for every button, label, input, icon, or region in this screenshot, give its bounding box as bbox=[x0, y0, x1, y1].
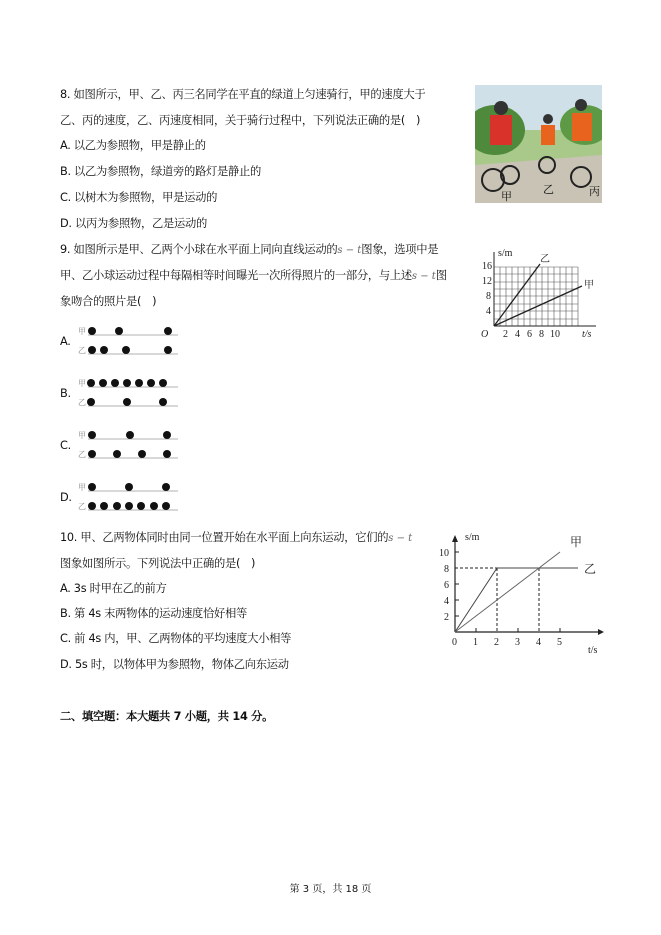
section-2-heading: 二、填空题：本大题共 7 小题，共 14 分。 bbox=[60, 710, 274, 723]
x-tick: 5 bbox=[557, 637, 562, 648]
q8-option-a: A. 以乙为参照物，甲是静止的 bbox=[60, 139, 206, 152]
q10-stem-line1: 10. 甲、乙两物体同时由同一位置开始在水平面上向东运动，它们的s − t bbox=[60, 531, 413, 544]
row-label-yi: 乙 bbox=[78, 450, 86, 459]
q10-option-b: B. 第 4s 末两物体的运动速度恰好相等 bbox=[60, 607, 248, 620]
q10-option-d: D. 5s 时，以物体甲为参照物，物体乙向东运动 bbox=[60, 658, 289, 671]
q9-x-label: t/s bbox=[582, 329, 592, 339]
q8-cyclists-photo bbox=[475, 85, 602, 203]
q9-stem-line3: 象吻合的照片是( ) bbox=[60, 295, 157, 308]
x-tick: 3 bbox=[515, 637, 520, 648]
q9-option-b-label: B. bbox=[60, 387, 71, 400]
q10-option-c: C. 前 4s 内，甲、乙两物体的平均速度大小相等 bbox=[60, 632, 292, 645]
q10-st-graph bbox=[438, 528, 613, 658]
y-tick: 16 bbox=[482, 261, 492, 272]
q10-line-jia-label: 甲 bbox=[570, 535, 583, 549]
q10-x-label: t/s bbox=[588, 645, 598, 656]
row-label-yi: 乙 bbox=[78, 502, 86, 511]
q9-y-label: s/m bbox=[498, 248, 513, 259]
q9-option-d-image bbox=[78, 480, 183, 516]
q10-line-jia bbox=[455, 552, 560, 632]
q9-option-d-label: D. bbox=[60, 491, 72, 504]
q9-stem-line1: 9. 如图所示是甲、乙两个小球在水平面上同向直线运动的s − t图象，选项中是 bbox=[60, 243, 439, 256]
x-tick: 2 bbox=[503, 329, 508, 339]
photo-label-bing: 丙 bbox=[589, 185, 600, 198]
x-tick: 4 bbox=[536, 637, 541, 648]
x-tick: 2 bbox=[494, 637, 499, 648]
q9-line-jia-label: 甲 bbox=[584, 280, 594, 291]
q9-option-a-image bbox=[78, 324, 183, 360]
row-label-jia: 甲 bbox=[78, 431, 86, 440]
y-tick: 2 bbox=[444, 612, 449, 623]
q9-stem-line2: 甲、乙小球运动过程中每隔相等时间曝光一次所得照片的一部分，与上述s − t图 bbox=[60, 269, 447, 282]
y-tick: 10 bbox=[439, 548, 449, 559]
q10-line-yi bbox=[455, 568, 578, 632]
row-label-yi: 乙 bbox=[78, 398, 86, 407]
q9-option-a-label: A. bbox=[60, 335, 71, 348]
page-footer: 第 3 页，共 18 页 bbox=[289, 884, 372, 895]
y-tick: 12 bbox=[482, 276, 492, 287]
x-tick: 0 bbox=[452, 637, 457, 648]
row-label-yi: 乙 bbox=[78, 346, 86, 355]
q8-stem-line1: 8. 如图所示，甲、乙、丙三名同学在平直的绿道上匀速骑行，甲的速度大于 bbox=[60, 88, 426, 101]
y-tick: 4 bbox=[444, 596, 449, 607]
q10-stem-line2: 图象如图所示。下列说法中正确的是( ) bbox=[60, 557, 256, 570]
x-tick: 6 bbox=[527, 329, 532, 339]
q9-line-jia bbox=[494, 286, 582, 326]
x-tick: 10 bbox=[550, 329, 560, 339]
q10-line-yi-label: 乙 bbox=[584, 562, 597, 576]
q9-option-c-image bbox=[78, 428, 183, 464]
row-label-jia: 甲 bbox=[78, 379, 86, 388]
row-label-jia: 甲 bbox=[78, 483, 86, 492]
q9-option-b-image bbox=[78, 376, 183, 412]
q9-line-yi-label: 乙 bbox=[540, 254, 550, 265]
q8-option-c: C. 以树木为参照物，甲是运动的 bbox=[60, 191, 218, 204]
y-tick: 6 bbox=[444, 580, 449, 591]
photo-label-yi: 乙 bbox=[543, 183, 554, 196]
q9-option-c-label: C. bbox=[60, 439, 71, 452]
y-tick: 4 bbox=[486, 306, 491, 317]
q9-st-graph bbox=[478, 244, 603, 339]
q9-line-yi bbox=[494, 264, 540, 326]
x-tick: 8 bbox=[539, 329, 544, 339]
x-tick: 4 bbox=[515, 329, 520, 339]
y-tick: 8 bbox=[444, 564, 449, 575]
row-label-jia: 甲 bbox=[78, 327, 86, 336]
q8-option-b: B. 以乙为参照物，绿道旁的路灯是静止的 bbox=[60, 165, 261, 178]
q10-y-label: s/m bbox=[465, 532, 480, 543]
origin-label: O bbox=[481, 329, 489, 339]
photo-label-jia: 甲 bbox=[501, 190, 512, 203]
q8-stem-line2: 乙、丙的速度，乙、丙速度相同，关于骑行过程中，下列说法正确的是( ) bbox=[60, 114, 421, 127]
x-tick: 1 bbox=[473, 637, 478, 648]
q8-option-d: D. 以丙为参照物，乙是运动的 bbox=[60, 217, 207, 230]
y-tick: 8 bbox=[486, 291, 491, 302]
q10-option-a: A. 3s 时甲在乙的前方 bbox=[60, 582, 167, 595]
